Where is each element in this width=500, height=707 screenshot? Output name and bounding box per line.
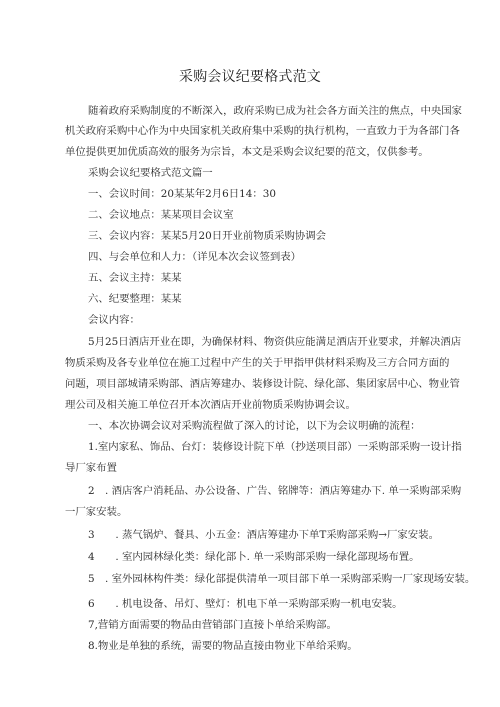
content-line-1: 5月25日酒店开业在即，为确保材料、物资供应能满足酒店开业要求，并解决酒店 bbox=[88, 336, 462, 348]
process-item-2-cont: 一厂家安装。 bbox=[65, 506, 128, 518]
process-item-1: 1.室内家私、饰品、台灯：装修设计院下单（抄送项目部）一采购部采购一设计指 bbox=[88, 441, 462, 453]
content-line-4: 理公司及相关施工单位召开本次酒店开业前物质采购协调会议。 bbox=[65, 399, 356, 411]
process-item-3: 3 . 蒸气锅炉、餐具、小五金：酒店筹建办下单T采购部采购→厂家安装。 bbox=[88, 529, 439, 541]
intro-line-3: 单位提供更加优质高效的服务为宗旨，本文是采购会议纪要的范文，仅供参考。 bbox=[65, 146, 429, 158]
item-location: 二、会议地点：某某项目会议室 bbox=[88, 209, 234, 221]
process-intro: 一、本次协调会议对采购流程做了深入的讨论，以下为会议明确的流程： bbox=[88, 420, 421, 432]
content-label: 会议内容： bbox=[88, 314, 140, 326]
content-line-3: 问题，项目部城请采购部、酒店筹建办、装修设计院、绿化部、集团家居中心、物业管 bbox=[65, 378, 460, 390]
content-line-2: 物质采购及各专业单位在施工过程中产生的关于甲指甲供材料采购及三方合同方面的 bbox=[65, 357, 450, 369]
process-item-4: 4 . 室内园林绿化类：绿化部卜. 单一采购部采购一绿化部现场布置。 bbox=[88, 551, 420, 563]
item-recorder: 六、纪要整理：某某 bbox=[88, 293, 182, 305]
item-content: 三、会议内容：某某5月20日开业前物质采购协调会 bbox=[88, 230, 327, 242]
intro-line-2: 机关政府采购中心作为中央国家机关政府集中采购的执行机构，一直致力于为各部门各 bbox=[65, 125, 460, 137]
intro-line-1: 随着政府采购制度的不断深入，政府采购已成为社会各方面关注的焦点，中央国家 bbox=[88, 105, 463, 117]
page-title: 采购会议纪要格式范文 bbox=[179, 69, 321, 85]
item-time: 一、会议时间：20某某年2月6日14：30 bbox=[88, 188, 276, 200]
process-item-7: 7,营销方面需要的物品由营销部门直接卜单给采购部。 bbox=[88, 619, 337, 631]
item-host: 五、会议主持：某某 bbox=[88, 272, 182, 284]
process-item-6: 6 . 机电设备、吊灯、壁灯：机电下单一采购部采购一机电安装。 bbox=[88, 598, 403, 610]
process-item-5: 5 . 室外园林构件类：绿化部提供清单一项目部下单一采购部采购一厂家现场安装。 bbox=[88, 573, 476, 585]
process-item-1-cont: 导厂家布置 bbox=[65, 462, 117, 474]
process-item-2: 2 . 酒店客户消耗品、办公设备、广告、铭牌等：酒店筹建办下. 单一采购部采购 bbox=[88, 485, 462, 497]
item-attendees: 四、与会单位和人力：（详见本次会议签到表） bbox=[88, 251, 302, 263]
section-title: 采购会议纪要格式范文篇一 bbox=[88, 167, 213, 179]
process-item-8: 8.物业是单独的系统，需要的物品直接由物业下单给采购。 bbox=[88, 640, 358, 652]
